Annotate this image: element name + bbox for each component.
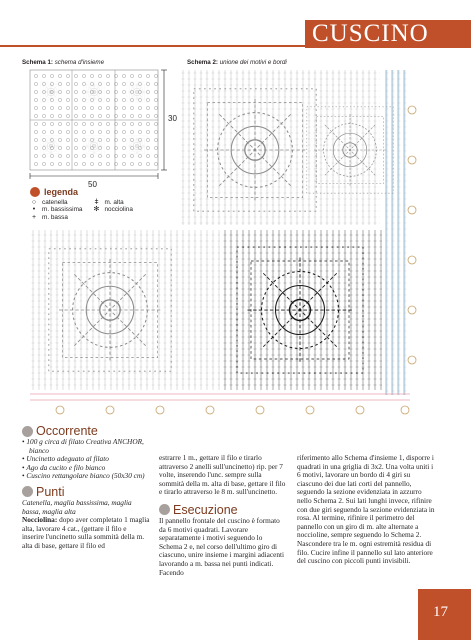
- stitches-list: Catenella, maglia bassissima, maglia bassa, maglia alta: [22, 497, 132, 516]
- bullet-icon: [159, 504, 170, 515]
- punti-heading: Punti: [22, 485, 150, 499]
- column-3: [297, 454, 437, 566]
- list-item: • 100 g circa di filato Creativa ANCHOR, bianco: [22, 438, 150, 455]
- height-dimension: 30: [168, 114, 177, 123]
- esecuzione-heading: Esecuzione: [159, 503, 287, 517]
- list-item: • Ago da cucito e filo bianco: [22, 464, 150, 473]
- body-paragraph: Il pannello frontale del cuscino è formato da 6 motivi quadrati. Lavorare separatamente i motivi seguendo lo Schema 2 e, nel corso dell'ultimo giro di ciascuno, unire insieme i margini adiacenti lavorando a m. bassa nei punti indicati. Facendo: [159, 515, 285, 577]
- page-title: CUSCINO: [312, 20, 429, 47]
- bullet-icon: [22, 426, 33, 437]
- nocciolina-paragraph: Nocciolina: dopo aver completato 1 maglia alta, lavorare 4 cat., (gettare il filo e inserire l'uncinetto sulla sommità della m. alta di base, gettare il filo ed: [22, 515, 150, 550]
- schema1-diagram: [30, 70, 167, 179]
- width-dimension: 50: [88, 180, 97, 189]
- legend-item: • m. bassissima: [30, 206, 82, 213]
- chain-icon: ○: [31, 199, 37, 206]
- schema1-label: Schema 1:: [22, 59, 53, 66]
- schema2-label: Schema 2:: [187, 59, 218, 66]
- occorrente-heading: Occorrente: [22, 424, 150, 438]
- page-number: 17: [433, 604, 448, 620]
- schema1-desc: schema d'insieme: [54, 59, 105, 66]
- materials-list: [22, 438, 150, 481]
- bullet-icon: [30, 187, 40, 197]
- body-paragraph: riferimento allo Schema d'insieme 1, disporre i quadrati in una griglia di 3x2. Una volta uniti i 6 motivi, lavorare un bordo di 4 giri su ciascuno dei due lati corti del pannello, seguendo la sezione evidenziata in azzurro nello Schema 2. Sui lati lunghi invece, rifinire con due giri seguendo la sezione evidenziata in rosa. Al termine, rifinire il perimetro del pannello con un giro di m. alte alternate a noccioline, sempre seguendo lo Schema 2. Nascondere tra le m. ogni estremità residua di filo. Cucire infine il pannello sul lato anteriore del cuscino con piccoli punti invisibili.: [297, 453, 435, 566]
- bullet-icon: [22, 486, 33, 497]
- column-1: [22, 424, 150, 551]
- slip-stitch-icon: •: [32, 206, 36, 214]
- legend: [30, 187, 160, 221]
- legend-item: ○ catenella: [31, 199, 68, 206]
- body-paragraph: estrarre 1 m., gettare il filo e tirarlo attraverso 2 anelli sull'uncinetto) rip. per 7 volte, inserendo l'unc. sempre sulla sommità della m. alta di base, gettare il filo e tirarlo attraverso le 8 m. sull'uncinetto.: [159, 453, 286, 497]
- legend-item: + m. bassa: [31, 213, 68, 221]
- double-crochet-icon: ǂ: [94, 199, 99, 206]
- single-crochet-icon: +: [31, 213, 37, 221]
- schema2-desc: unione dei motivi e bordi: [219, 59, 287, 66]
- legend-item: ✻ nocciolina: [93, 206, 133, 214]
- column-2: [159, 454, 287, 577]
- legend-heading: [30, 187, 160, 197]
- list-item: • Cuscino rettangolare bianco (50x30 cm): [22, 472, 150, 481]
- list-item: • Uncinetto adeguato al filato: [22, 455, 150, 464]
- legend-title: legenda: [44, 187, 79, 197]
- bobble-icon: ✻: [93, 206, 100, 214]
- legend-item: ǂ m. alta: [94, 199, 124, 206]
